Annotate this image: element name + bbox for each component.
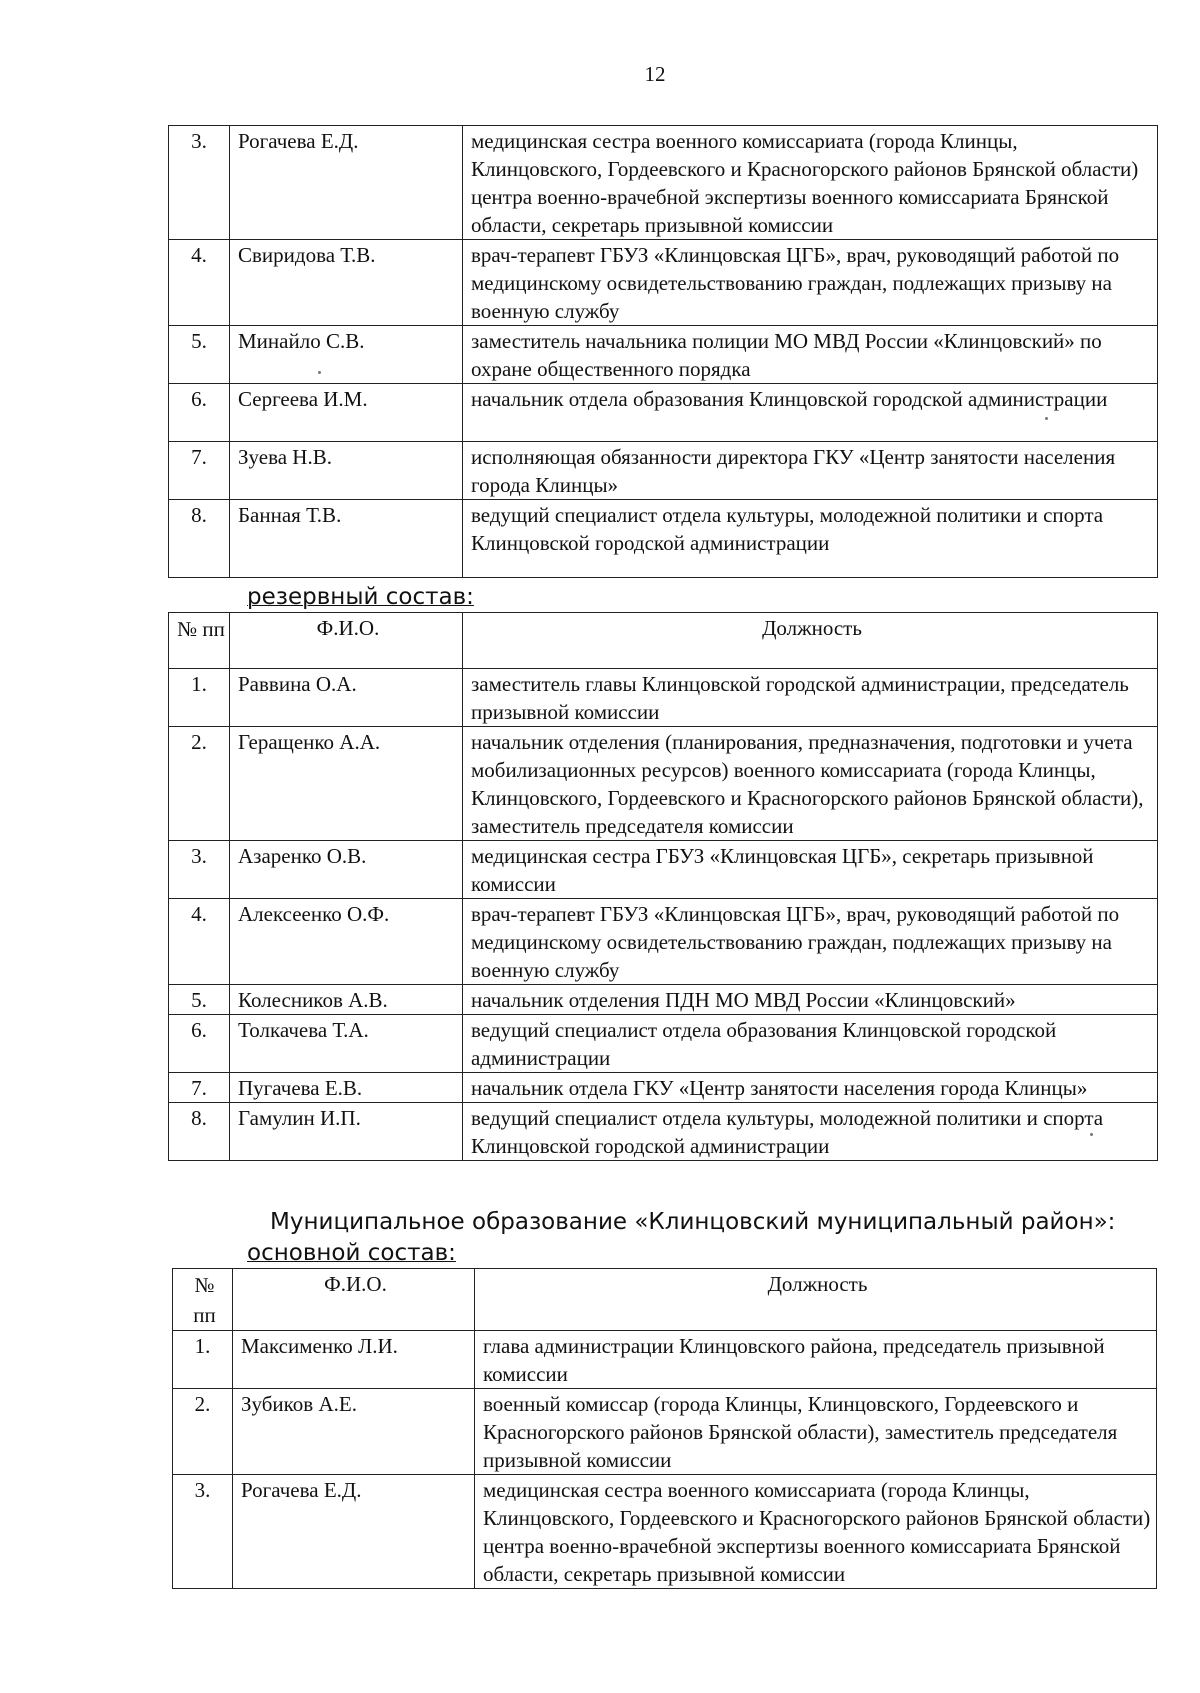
position-description: военный комиссар (города Клинцы, Клинцовского, Гордеевского и Красногорского районов Брянской области), заместитель председателя призывной комиссии xyxy=(475,1389,1157,1475)
main-composition-table-continued xyxy=(168,125,1158,578)
person-name: Свиридова Т.В. xyxy=(230,240,463,326)
table-row xyxy=(169,326,1158,384)
person-name: Алексеенко О.Ф. xyxy=(230,899,463,985)
person-name: Зуева Н.В. xyxy=(230,442,463,500)
reserve-composition-table xyxy=(168,612,1158,1161)
position-description: заместитель главы Клинцовской городской администрации, председатель призывной комиссии xyxy=(463,669,1158,727)
table-header-row xyxy=(173,1269,1157,1331)
row-number: 3. xyxy=(169,126,230,240)
table-row xyxy=(169,985,1158,1015)
column-header-position: Должность xyxy=(475,1269,1157,1331)
person-name: Гамулин И.П. xyxy=(230,1103,463,1161)
row-number: 2. xyxy=(173,1389,233,1475)
table-row xyxy=(169,442,1158,500)
row-number: 8. xyxy=(169,1103,230,1161)
person-name: Раввина О.А. xyxy=(230,669,463,727)
table-row xyxy=(173,1475,1157,1589)
position-description: ведущий специалист отдела культуры, молодежной политики и спорта Клинцовской городской администрации xyxy=(463,500,1158,578)
row-number: 4. xyxy=(169,240,230,326)
table-row xyxy=(169,1073,1158,1103)
column-header-number: № пп xyxy=(169,613,230,669)
reserve-heading: резервный состав: xyxy=(247,584,474,610)
table-row xyxy=(169,841,1158,899)
table-row xyxy=(169,384,1158,442)
municipal-subheading: основной состав: xyxy=(247,1240,456,1266)
row-number: 4. xyxy=(169,899,230,985)
table-row xyxy=(169,1015,1158,1073)
person-name: Минайло С.В. xyxy=(230,326,463,384)
position-description: начальник отделения (планирования, предназначения, подготовки и учета мобилизационных ресурсов) военного комиссариата (города Клинцы, Клинцовского, Гордеевского и Красногорского районов Брянской области), заместитель председателя комиссии xyxy=(463,727,1158,841)
position-description: исполняющая обязанности директора ГКУ «Центр занятости населения города Клинцы» xyxy=(463,442,1158,500)
column-header-position: Должность xyxy=(463,613,1158,669)
position-description: медицинская сестра военного комиссариата (города Клинцы, Клинцовского, Гордеевского и Красногорского районов Брянской области) центра военно-врачебной экспертизы военного комиссариата Брянской области, секретарь призывной комиссии xyxy=(463,126,1158,240)
table-row xyxy=(169,500,1158,578)
person-name: Толкачева Т.А. xyxy=(230,1015,463,1073)
table-row xyxy=(173,1389,1157,1475)
row-number: 7. xyxy=(169,442,230,500)
table-row xyxy=(173,1331,1157,1389)
person-name: Рогачева Е.Д. xyxy=(233,1475,475,1589)
position-description: глава администрации Клинцовского района, председатель призывной комиссии xyxy=(475,1331,1157,1389)
row-number: 8. xyxy=(169,500,230,578)
person-name: Максименко Л.И. xyxy=(233,1331,475,1389)
position-description: начальник отдела ГКУ «Центр занятости населения города Клинцы» xyxy=(463,1073,1158,1103)
table-row xyxy=(169,899,1158,985)
position-description: ведущий специалист отдела образования Клинцовской городской администрации xyxy=(463,1015,1158,1073)
person-name: Банная Т.В. xyxy=(230,500,463,578)
table-row xyxy=(169,669,1158,727)
position-description: ведущий специалист отдела культуры, молодежной политики и спорта Клинцовской городской администрации xyxy=(463,1103,1158,1161)
column-header-number: № пп xyxy=(173,1269,233,1331)
position-description: медицинская сестра военного комиссариата (города Клинцы, Клинцовского, Гордеевского и Красногорского районов Брянской области) центра военно-врачебной экспертизы военного комиссариата Брянской области, секретарь призывной комиссии xyxy=(475,1475,1157,1589)
row-number: 1. xyxy=(173,1331,233,1389)
position-description: врач-терапевт ГБУЗ «Клинцовская ЦГБ», врач, руководящий работой по медицинскому освидетельствованию граждан, подлежащих призыву на военную службу xyxy=(463,240,1158,326)
scan-speck xyxy=(1090,1133,1093,1136)
table-row xyxy=(169,126,1158,240)
person-name: Азаренко О.В. xyxy=(230,841,463,899)
table-row xyxy=(169,1103,1158,1161)
person-name: Сергеева И.М. xyxy=(230,384,463,442)
column-header-name: Ф.И.О. xyxy=(230,613,463,669)
person-name: Геращенко А.А. xyxy=(230,727,463,841)
position-description: начальник отделения ПДН МО МВД России «Клинцовский» xyxy=(463,985,1158,1015)
row-number: 6. xyxy=(169,1015,230,1073)
row-number: 2. xyxy=(169,727,230,841)
row-number: 5. xyxy=(169,985,230,1015)
municipal-composition-table xyxy=(172,1268,1157,1589)
page-number: 12 xyxy=(644,62,666,86)
position-description: медицинская сестра ГБУЗ «Клинцовская ЦГБ», секретарь призывной комиссии xyxy=(463,841,1158,899)
row-number: 6. xyxy=(169,384,230,442)
table-row xyxy=(169,727,1158,841)
column-header-name: Ф.И.О. xyxy=(233,1269,475,1331)
row-number: 5. xyxy=(169,326,230,384)
person-name: Пугачева Е.В. xyxy=(230,1073,463,1103)
row-number: 7. xyxy=(169,1073,230,1103)
person-name: Колесников А.В. xyxy=(230,985,463,1015)
table-row xyxy=(169,240,1158,326)
position-description: начальник отдела образования Клинцовской городской администрации xyxy=(463,384,1158,442)
person-name: Рогачева Е.Д. xyxy=(230,126,463,240)
position-description: врач-терапевт ГБУЗ «Клинцовская ЦГБ», врач, руководящий работой по медицинскому освидетельствованию граждан, подлежащих призыву на военную службу xyxy=(463,899,1158,985)
row-number: 3. xyxy=(169,841,230,899)
table-header-row xyxy=(169,613,1158,669)
row-number: 1. xyxy=(169,669,230,727)
scan-speck xyxy=(1045,417,1048,420)
municipal-heading: Муниципальное образование «Клинцовский муниципальный район»: xyxy=(270,1209,1116,1235)
person-name: Зубиков А.Е. xyxy=(233,1389,475,1475)
row-number: 3. xyxy=(173,1475,233,1589)
position-description: заместитель начальника полиции МО МВД России «Клинцовский» по охране общественного порядка xyxy=(463,326,1158,384)
scan-speck xyxy=(318,371,321,374)
